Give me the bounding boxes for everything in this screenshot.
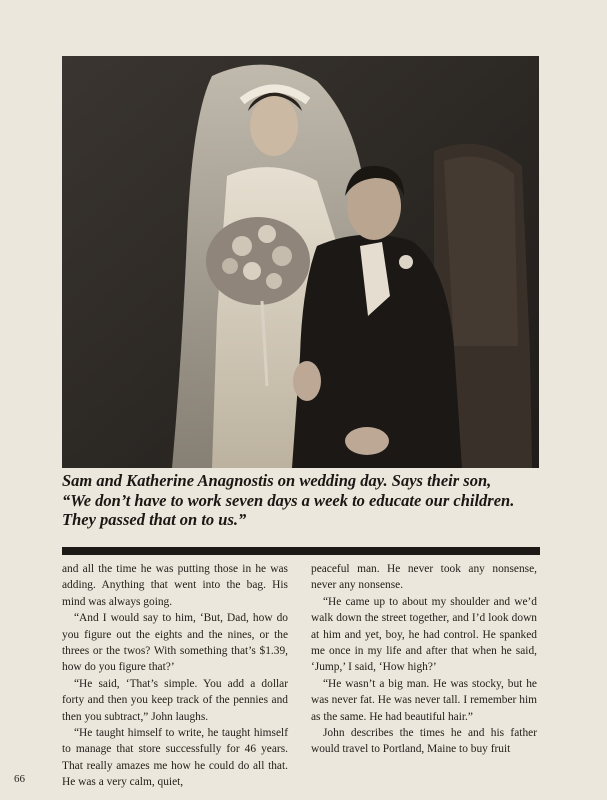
wedding-portrait-image xyxy=(62,56,539,468)
caption-line-3: They passed that on to us.” xyxy=(62,510,247,529)
paragraph: “And I would say to him, ‘But, Dad, how do you figure out the eights and the nines, or the threes or the twos? With something that’s $1.39, how do you figure that?’ xyxy=(62,612,288,674)
paragraph: “He taught himself to write, he taught himself to manage that store successfully for 46 years. That really amazes me how he could do all that. He was a very calm, quiet, xyxy=(62,727,288,789)
paragraph: “He wasn’t a big man. He was stocky, but he was never fat. He was never tall. I remember him as the same. He had beautiful hair.” xyxy=(311,677,537,723)
paragraph: “He said, ‘That’s simple. You add a dollar forty and then you keep track of the pennies and then you subtract,” John laughs. xyxy=(62,677,288,723)
paragraph: and all the time he was putting those in he was adding. Anything that went into the bag. His mind was always going. xyxy=(62,563,288,608)
text-column-right xyxy=(311,561,537,758)
paragraph: John describes the times he and his father would travel to Portland, Maine to buy fruit xyxy=(311,727,537,756)
section-divider xyxy=(62,547,540,555)
text-column-left xyxy=(62,561,288,791)
caption-line-2: “We don’t have to work seven days a week to educate our children. xyxy=(62,490,515,510)
photo-caption xyxy=(62,471,540,530)
paragraph: “He came up to about my shoulder and we’d walk down the street together, and I’d look down at him and yet, boy, he had control. He spanked me once in my life and after that when he said, ‘Jump,’ I said, ‘How high?’ xyxy=(311,595,537,674)
paragraph: peaceful man. He never took any nonsense, never any nonsense. xyxy=(311,563,537,592)
caption-line-1: Sam and Katherine Anagnostis on wedding day. Says their son, xyxy=(62,471,492,490)
page-number: 66 xyxy=(14,773,25,785)
wedding-photo xyxy=(62,56,539,468)
